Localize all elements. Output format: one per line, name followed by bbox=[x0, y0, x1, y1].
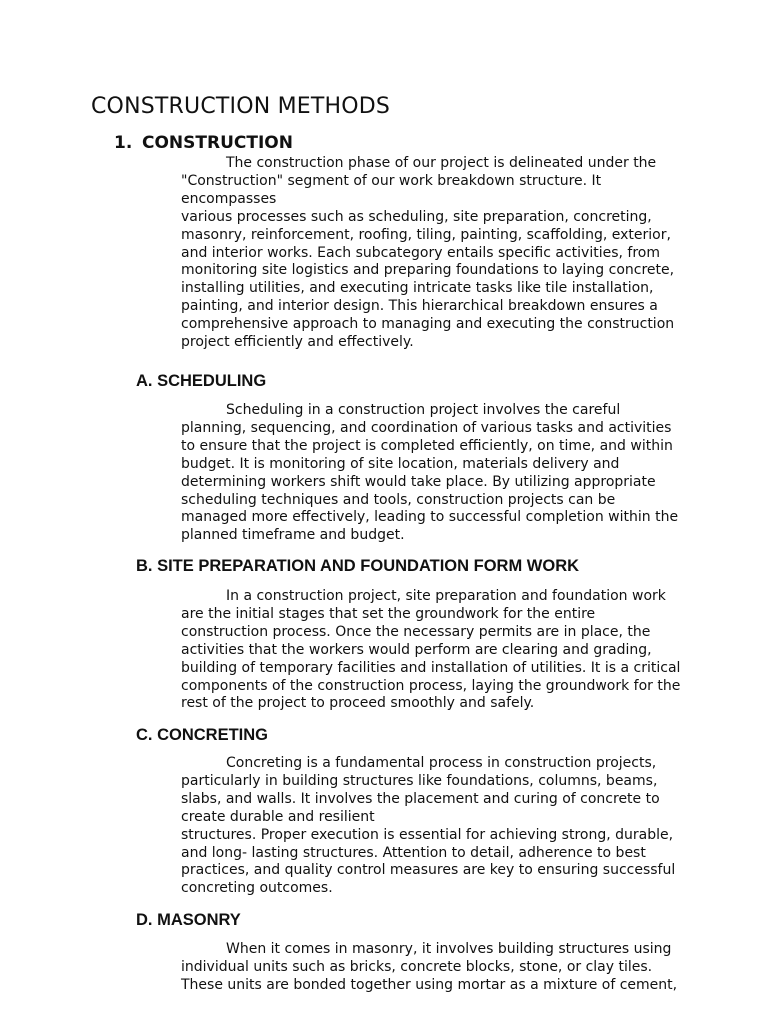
section-heading-text: CONSTRUCTION bbox=[142, 133, 293, 153]
site-preparation-paragraph bbox=[181, 588, 681, 713]
paragraph-line: planned timeframe and budget. bbox=[181, 527, 405, 544]
paragraph-line: painting, and interior design. This hierarchical breakdown ensures a bbox=[181, 298, 658, 315]
paragraph-line: concreting outcomes. bbox=[181, 880, 333, 897]
subsection-heading-site-preparation: B. SITE PREPARATION AND FOUNDATION FORM WORK bbox=[136, 557, 580, 575]
paragraph-line: activities that the workers would perform are clearing and grading, bbox=[181, 641, 652, 658]
paragraph-line: scheduling techniques and tools, construction projects can be bbox=[181, 491, 616, 508]
paragraph-line: to ensure that the project is completed efficiently, on time, and within bbox=[181, 437, 673, 454]
paragraph-line: and interior works. Each subcategory entails specific activities, from bbox=[181, 244, 660, 261]
scheduling-paragraph bbox=[181, 402, 681, 545]
paragraph-line: individual units such as bricks, concrete blocks, stone, or clay tiles. bbox=[181, 958, 653, 975]
paragraph-line: project efficiently and effectively. bbox=[181, 334, 414, 351]
paragraph-line: building of temporary facilities and installation of utilities. It is a critical bbox=[181, 659, 681, 676]
paragraph-line: When it comes in masonry, it involves building structures using bbox=[226, 941, 672, 957]
paragraph-line: and long- lasting structures. Attention to detail, adherence to best bbox=[181, 844, 646, 861]
subsection-heading-concreting: C. CONCRETING bbox=[136, 726, 268, 744]
paragraph-line: planning, sequencing, and coordination of various tasks and activities bbox=[181, 419, 672, 436]
paragraph-line: rest of the project to proceed smoothly and safely. bbox=[181, 695, 535, 712]
page-title: CONSTRUCTION METHODS bbox=[91, 94, 391, 119]
paragraph-line: create durable and resilient bbox=[181, 808, 375, 825]
masonry-paragraph bbox=[181, 941, 681, 995]
paragraph-line: slabs, and walls. It involves the placement and curing of concrete to bbox=[181, 790, 660, 807]
paragraph-line: comprehensive approach to managing and executing the construction bbox=[181, 316, 675, 333]
paragraph-line: installing utilities, and executing intricate tasks like tile installation, bbox=[181, 280, 654, 297]
paragraph-line: encompasses bbox=[181, 190, 277, 207]
paragraph-line: budget. It is monitoring of site location, materials delivery and bbox=[181, 455, 620, 472]
paragraph-line: particularly in building structures like foundations, columns, beams, bbox=[181, 772, 658, 789]
subsection-heading-scheduling: A. SCHEDULING bbox=[136, 372, 267, 390]
paragraph-line: The construction phase of our project is delineated under the bbox=[226, 155, 657, 171]
subsection-heading-masonry: D. MASONRY bbox=[136, 911, 241, 929]
paragraph-line: construction process. Once the necessary permits are in place, the bbox=[181, 623, 651, 640]
paragraph-line: practices, and quality control measures are key to ensuring successful bbox=[181, 862, 676, 879]
paragraph-line: In a construction project, site preparation and foundation work bbox=[226, 588, 666, 604]
paragraph-line: managed more effectively, leading to successful completion within the bbox=[181, 509, 679, 526]
paragraph-line: Concreting is a fundamental process in construction projects, bbox=[226, 755, 657, 771]
section-heading bbox=[114, 133, 293, 153]
concreting-paragraph bbox=[181, 755, 681, 898]
paragraph-line: Scheduling in a construction project involves the careful bbox=[226, 402, 621, 418]
paragraph-line: "Construction" segment of our work breakdown structure. It bbox=[181, 172, 602, 189]
paragraph-line: determining workers shift would take place. By utilizing appropriate bbox=[181, 473, 656, 490]
paragraph-line: masonry, reinforcement, roofing, tiling, painting, scaffolding, exterior, bbox=[181, 226, 671, 243]
section-intro-paragraph bbox=[181, 155, 681, 352]
paragraph-line: structures. Proper execution is essential for achieving strong, durable, bbox=[181, 826, 674, 843]
paragraph-line: various processes such as scheduling, site preparation, concreting, bbox=[181, 208, 652, 225]
section-number: 1. bbox=[114, 133, 133, 153]
paragraph-line: These units are bonded together using mortar as a mixture of cement, bbox=[181, 976, 678, 993]
paragraph-line: components of the construction process, laying the groundwork for the bbox=[181, 677, 681, 694]
paragraph-line: monitoring site logistics and preparing foundations to laying concrete, bbox=[181, 262, 675, 279]
paragraph-line: are the initial stages that set the groundwork for the entire bbox=[181, 605, 596, 622]
